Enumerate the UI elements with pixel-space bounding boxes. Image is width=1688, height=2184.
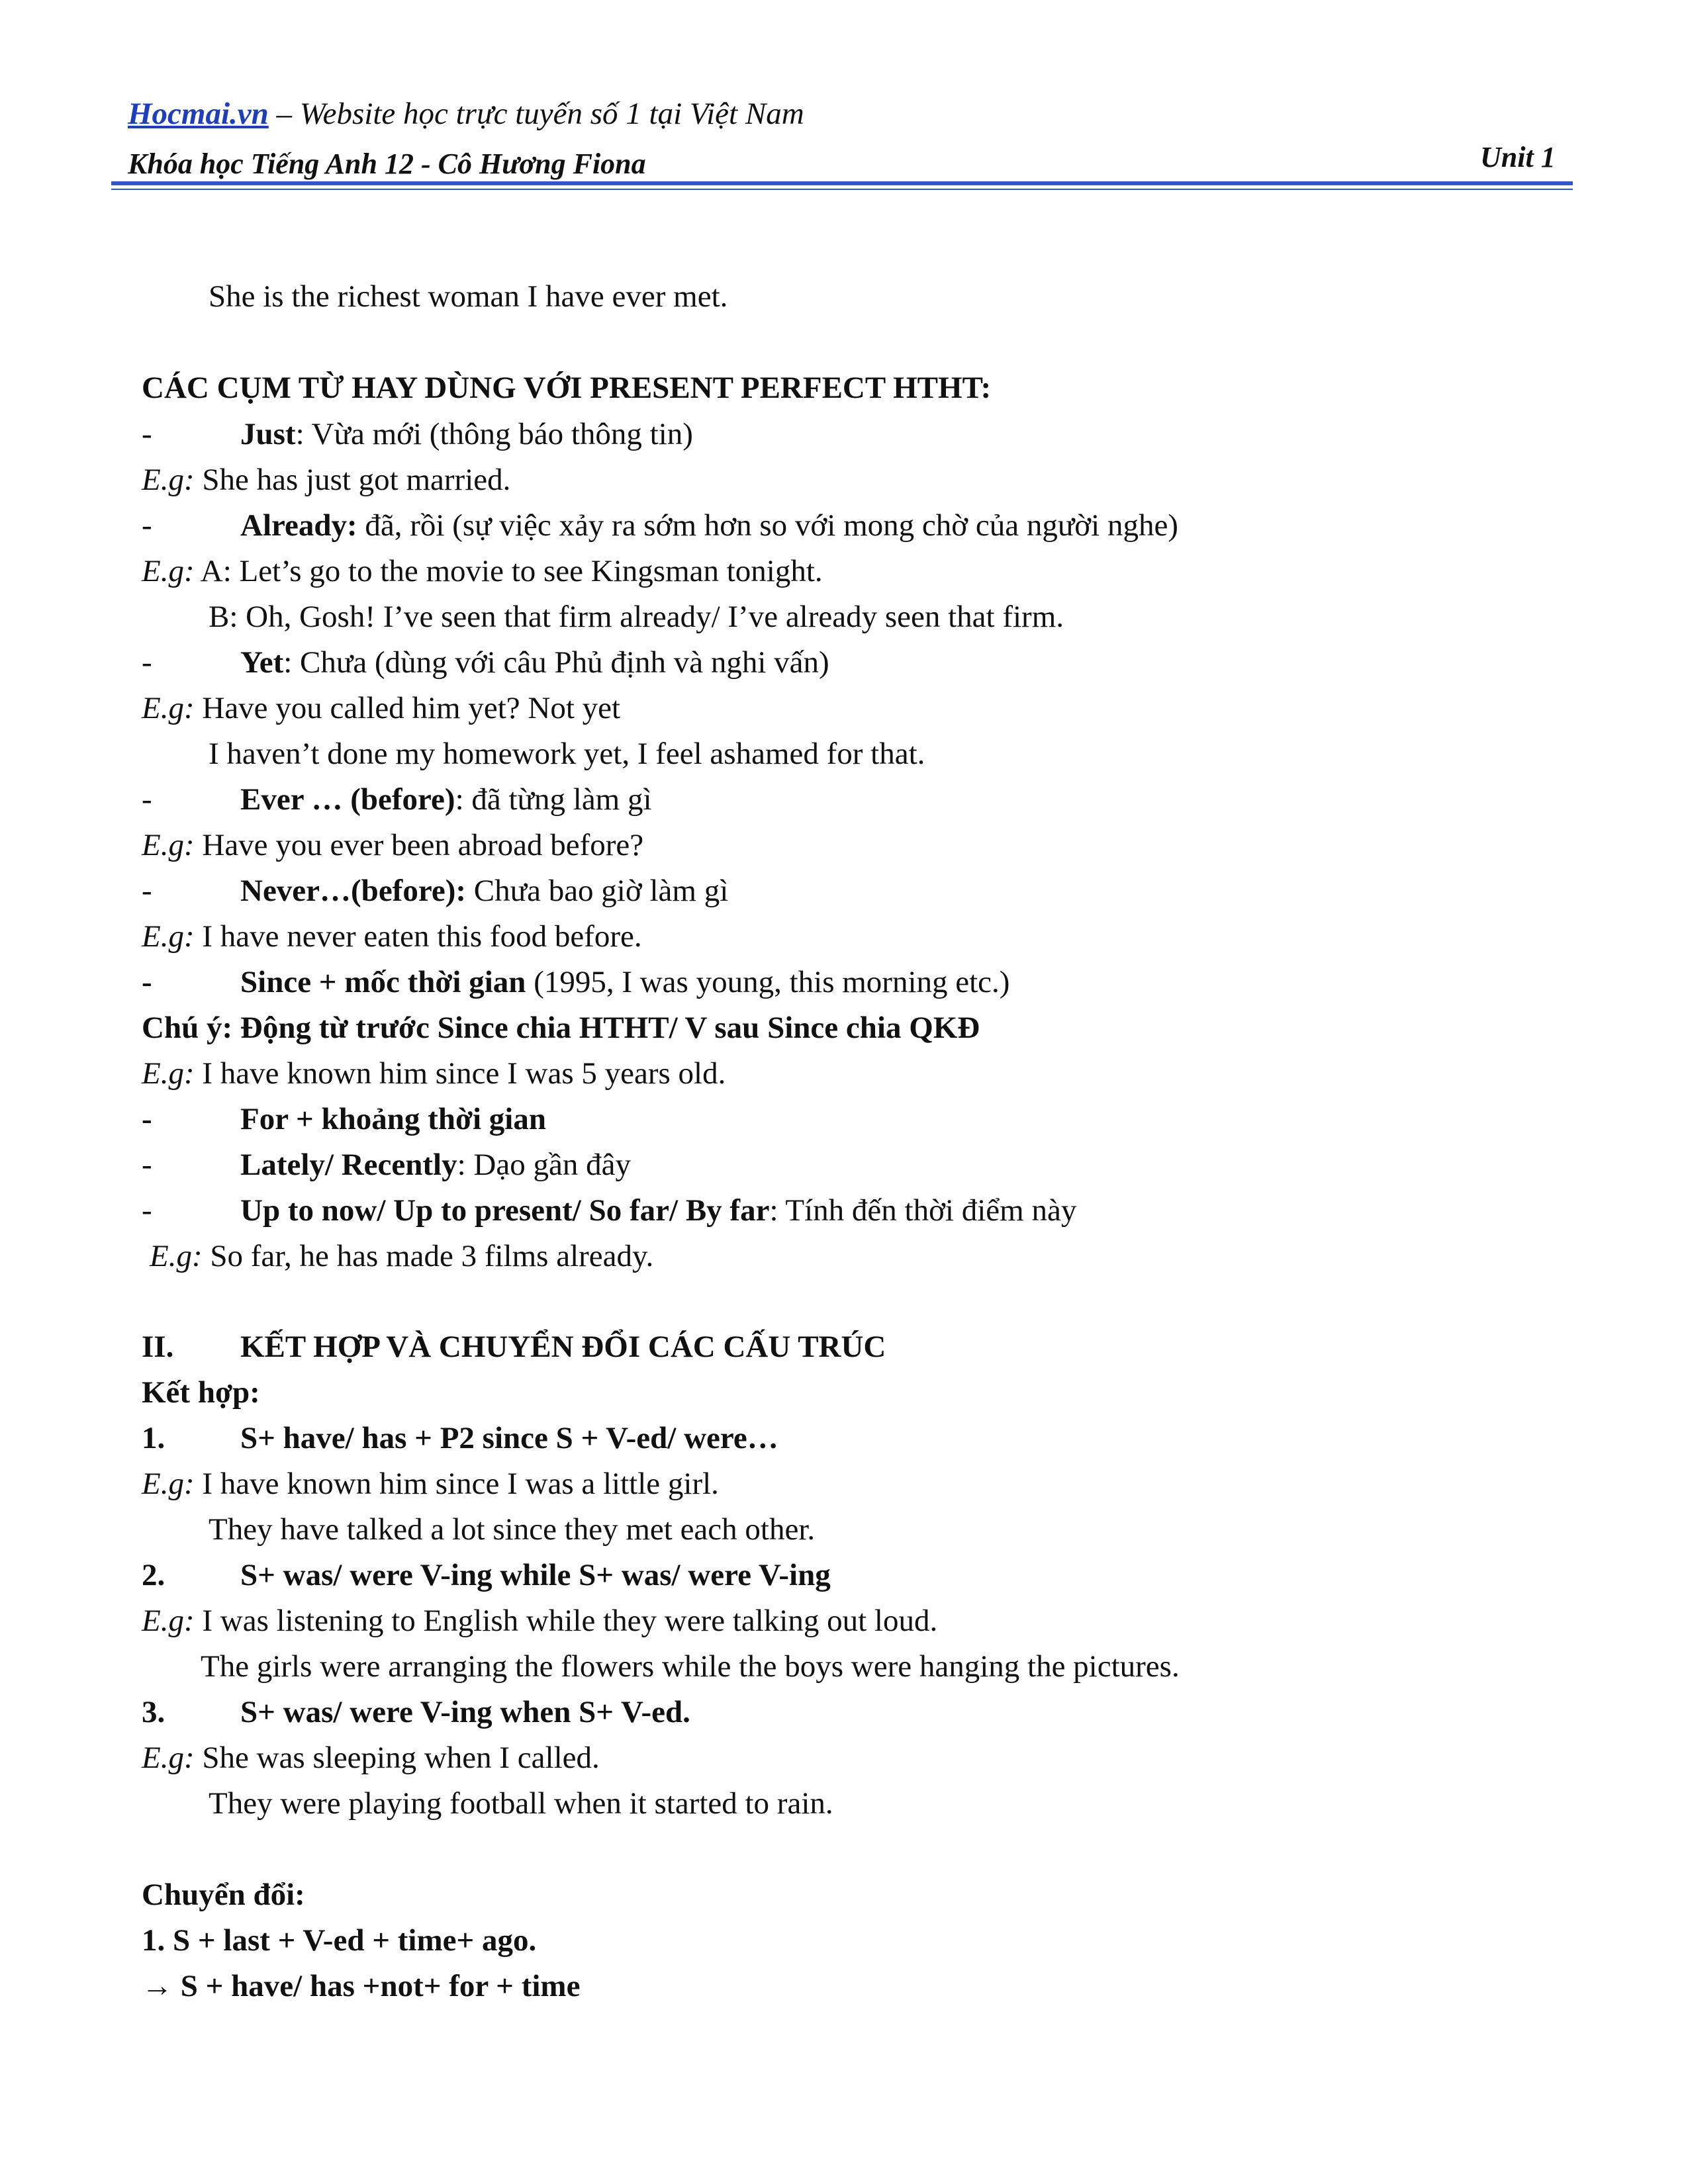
term-already [240,506,1178,545]
eg-label: E.g: [142,463,195,497]
transform-heading: Chuyển đổi: [142,1878,305,1912]
header-rule-thick [111,181,1573,185]
term-label: Never…(before): [240,874,467,908]
site-header-line [128,96,804,132]
intro-sentence: She is the richest woman I have ever met. [209,279,728,314]
term-never [240,871,728,911]
transform-formula-1: 1. S + last + V-ed + time+ ago. [142,1923,537,1958]
term-lately [240,1145,631,1185]
example-text: I have never eaten this food before. [194,919,642,954]
site-link[interactable]: Hocmai.vn [128,97,269,131]
term-label: Lately/ Recently [240,1148,457,1182]
example-line [142,551,823,591]
transform-text: S + have/ has +not+ for + time [173,1969,581,2003]
item-number: 2. [142,1558,165,1592]
bullet-dash: - [142,508,152,543]
term-label: Just [240,417,296,451]
term-label: Ever … (before) [240,782,455,817]
term-definition: : Vừa mới (thông báo thông tin) [295,417,693,451]
term-definition: đã, rồi (sự việc xảy ra sớm hơn so với mong chờ của người nghe) [357,508,1178,543]
section-number: II. [142,1330,174,1364]
example-line: They have talked a lot since they met each other. [209,1512,816,1547]
example-line: I haven’t done my homework yet, I feel ashamed for that. [209,737,925,771]
bullet-dash: - [142,874,152,908]
item-formula: S+ was/ were V-ing when S+ V-ed. [240,1695,690,1729]
term-label: Up to now/ Up to present/ So far/ By far [240,1193,770,1228]
term-since [240,962,1009,1002]
item-number: 3. [142,1695,165,1729]
section-title: KẾT HỢP VÀ CHUYỂN ĐỔI CÁC CẤU TRÚC [240,1330,886,1364]
example-line [142,460,510,500]
example-text: I was listening to English while they were talking out loud. [194,1604,938,1638]
term-yet [240,643,829,682]
site-tagline: – Website học trực tuyến số 1 tại Việt Nam [268,97,804,131]
bullet-dash: - [142,417,152,451]
eg-label: E.g: [142,691,195,725]
note-line: Chú ý: Động từ trước Since chia HTHT/ V sau Since chia QKĐ [142,1011,980,1045]
term-just [240,414,693,454]
term-for: For + khoảng thời gian [240,1102,546,1136]
term-ever [240,780,652,819]
term-label: Yet [240,645,284,680]
bullet-dash: - [142,1148,152,1182]
example-text: A: Let’s go to the movie to see Kingsman tonight. [194,554,823,588]
example-text: She has just got married. [194,463,511,497]
example-line: They were playing football when it started to rain. [209,1786,833,1821]
term-definition: : Tính đến thời điểm này [769,1193,1077,1228]
example-text: I have known him since I was a little girl. [194,1467,719,1501]
bullet-dash: - [142,1193,152,1228]
example-text: Have you ever been abroad before? [194,828,644,862]
eg-label: E.g: [142,919,195,954]
unit-label: Unit 1 [1480,141,1556,173]
eg-label: E.g: [142,554,195,588]
header-rule-thin [111,189,1573,190]
combine-heading: Kết hợp: [142,1375,260,1410]
eg-label: E.g: [142,1741,195,1775]
term-definition: Chưa bao giờ làm gì [466,874,729,908]
term-definition: : Chưa (dùng với câu Phủ định và nghi vấn) [283,645,829,680]
example-text: Have you called him yet? Not yet [194,691,621,725]
example-text: I have known him since I was 5 years old. [194,1056,726,1091]
example-text: She was sleeping when I called. [194,1741,600,1775]
arrow-right-icon: → [142,1969,173,2003]
term-definition: (1995, I was young, this morning etc.) [526,965,1010,999]
eg-label: E.g: [150,1239,203,1273]
example-line [142,1601,937,1641]
example-line [150,1236,653,1276]
item-formula: S+ have/ has + P2 since S + V-ed/ were… [240,1421,778,1455]
term-label: Already: [240,508,357,543]
bullet-dash: - [142,1102,152,1136]
item-number: 1. [142,1421,165,1455]
transform-formula-2 [142,1966,580,2006]
eg-label: E.g: [142,1604,195,1638]
example-line: The girls were arranging the flowers while the boys were hanging the pictures. [201,1649,1180,1684]
term-definition: : đã từng làm gì [455,782,652,817]
term-upto [240,1191,1076,1230]
example-line: B: Oh, Gosh! I’ve seen that firm already/ I’ve already seen that firm. [209,600,1064,634]
item-formula: S+ was/ were V-ing while S+ was/ were V-ing [240,1558,831,1592]
example-text: So far, he has made 3 films already. [202,1239,654,1273]
example-line [142,917,642,956]
example-line [142,1054,726,1093]
eg-label: E.g: [142,828,195,862]
eg-label: E.g: [142,1467,195,1501]
bullet-dash: - [142,645,152,680]
bullet-dash: - [142,965,152,999]
course-title: Khóa học Tiếng Anh 12 - Cô Hương Fiona [128,148,646,180]
example-line [142,1738,600,1778]
section-heading-present-perfect: CÁC CỤM TỪ HAY DÙNG VỚI PRESENT PERFECT HTHT: [142,371,992,405]
term-definition: : Dạo gần đây [457,1148,631,1182]
example-line [142,1464,719,1504]
eg-label: E.g: [142,1056,195,1091]
example-line [142,688,620,728]
term-label: Since + mốc thời gian [240,965,526,999]
example-line [142,825,643,865]
bullet-dash: - [142,782,152,817]
